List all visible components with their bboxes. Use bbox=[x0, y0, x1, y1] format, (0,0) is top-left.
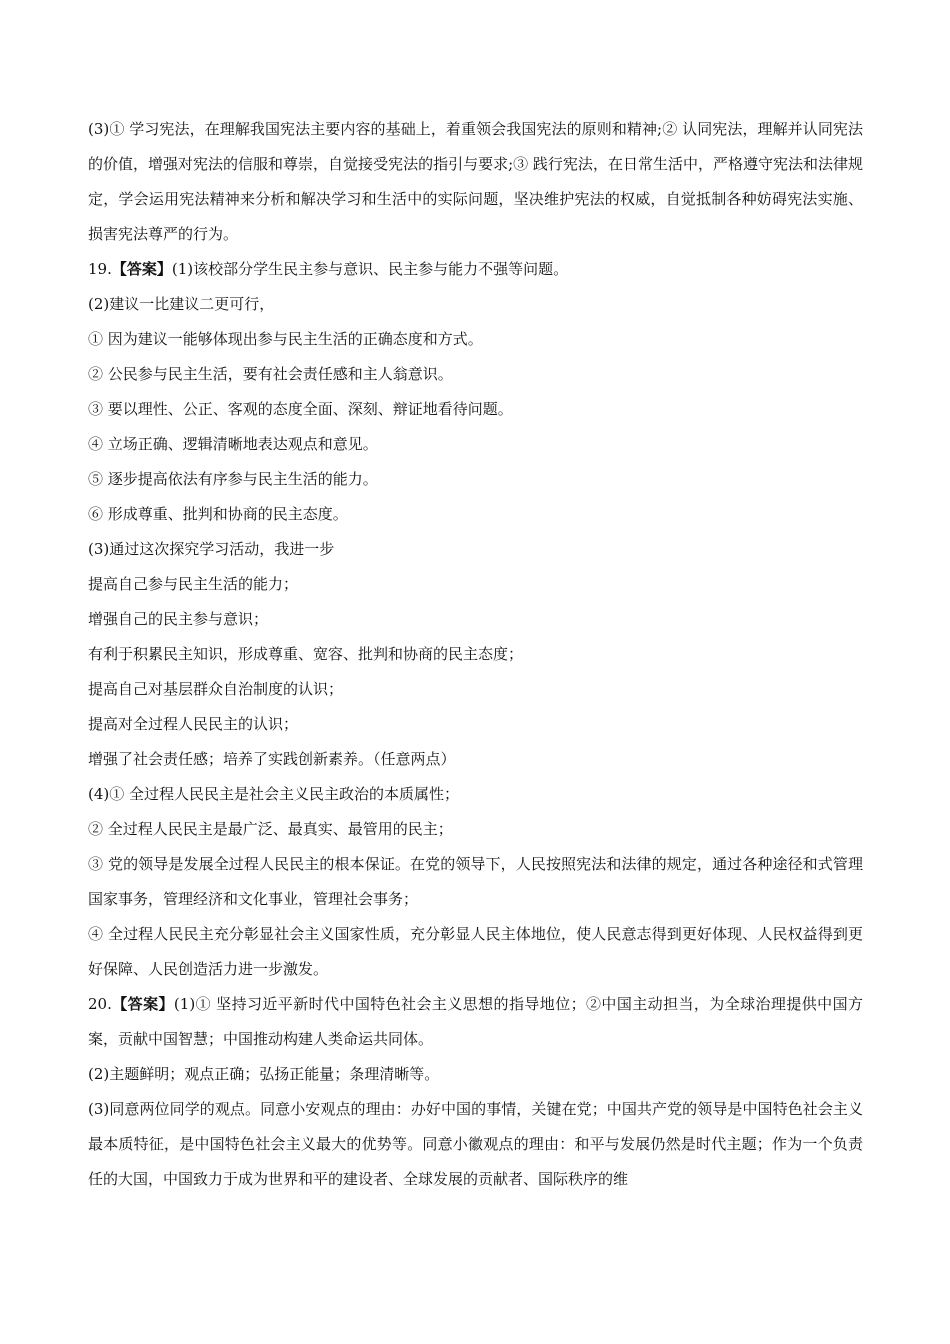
q19-part3-item: 提高自己对基层群众自治制度的认识； bbox=[88, 680, 344, 698]
q19-part4-item: ③ 党的领导是发展全过程人民民主的根本保证。在党的领导下，人民按照宪法和法律的规定，通过各种途径和式管理国家事务，管理经济和文化事业，管理社会事务； bbox=[88, 855, 863, 908]
q19-part3-item: 提高自己参与民主生活的能力； bbox=[88, 575, 299, 593]
document-page bbox=[88, 112, 863, 1197]
q20-part1 bbox=[88, 987, 863, 1057]
q20-answer-label: 【答案】 bbox=[111, 995, 174, 1013]
q19-part2-item: ④ 立场正确、逻辑清晰地表达观点和意见。 bbox=[88, 435, 378, 453]
q19-part1-text: (1)该校部分学生民主参与意识、民主参与能力不强等问题。 bbox=[171, 260, 569, 278]
q19-part3-item: 提高对全过程人民民主的认识； bbox=[88, 715, 299, 733]
q19-part2-item: ② 公民参与民主生活，要有社会责任感和主人翁意识。 bbox=[88, 365, 453, 383]
q19-part2-item: ⑤ 逐步提高依法有序参与民主生活的能力。 bbox=[88, 470, 378, 488]
q18-part3: (3)① 学习宪法，在理解我国宪法主要内容的基础上，着重领会我国宪法的原则和精神;② 认同宪法，理解并认同宪法的价值，增强对宪法的信服和尊崇，自觉接受宪法的指引与要求;③ 践行宪法，在日常生活中，严格遵守宪法和法律规定，学会运用宪法精神来分析和解决学习和生活中的实际问题，坚决维护宪法的权威，自觉抵制各种妨碍宪法实施、损害宪法尊严的行为。 bbox=[88, 120, 863, 243]
q19-part2-intro: (2)建议一比建议二更可行， bbox=[88, 295, 275, 313]
q19-part3-item: 增强了社会责任感；培养了实践创新素养。（任意两点） bbox=[88, 750, 456, 768]
q19-answer-label: 【答案】 bbox=[111, 260, 172, 278]
q20-part1-text: (1)① 坚持习近平新时代中国特色社会主义思想的指导地位；②中国主动担当，为全球治理提供中国方案，贡献中国智慧；中国推动构建人类命运共同体。 bbox=[88, 995, 863, 1048]
q19-part2-item: ⑥ 形成尊重、批判和协商的民主态度。 bbox=[88, 505, 348, 523]
q20-part3: (3)同意两位同学的观点。同意小安观点的理由：办好中国的事情，关键在党；中国共产党的领导是中国特色社会主义最本质特征，是中国特色社会主义最大的优势等。同意小徽观点的理由：和平与发展仍然是时代主题；作为一个负责任的大国，中国致力于成为世界和平的建设者、全球发展的贡献者、国际秩序的维 bbox=[88, 1100, 863, 1188]
q20-number: 20. bbox=[88, 995, 112, 1013]
q19-part4-item: ② 全过程人民民主是最广泛、最真实、最管用的民主； bbox=[88, 820, 453, 838]
q19-number: 19. bbox=[88, 260, 112, 278]
q19-part4-item: ④ 全过程人民民主充分彰显社会主义国家性质，充分彰显人民主体地位，使人民意志得到更好体现、人民权益得到更好保障、人民创造活力进一步激发。 bbox=[88, 925, 863, 978]
q19-part3-intro: (3)通过这次探究学习活动，我进一步 bbox=[88, 540, 335, 558]
q19-part2-item: ③ 要以理性、公正、客观的态度全面、深刻、辩证地看待问题。 bbox=[88, 400, 513, 418]
q19-part3-item: 增强自己的民主参与意识； bbox=[88, 610, 269, 628]
q19-part1 bbox=[88, 252, 863, 287]
q19-part2-item: ① 因为建议一能够体现出参与民主生活的正确态度和方式。 bbox=[88, 330, 483, 348]
q19-part4-item: (4)① 全过程人民民主是社会主义民主政治的本质属性； bbox=[88, 785, 460, 803]
q20-part2: (2)主题鲜明；观点正确；弘扬正能量；条理清晰等。 bbox=[88, 1065, 440, 1083]
q19-part3-item: 有利于积累民主知识，形成尊重、宽容、批判和协商的民主态度； bbox=[88, 645, 524, 663]
